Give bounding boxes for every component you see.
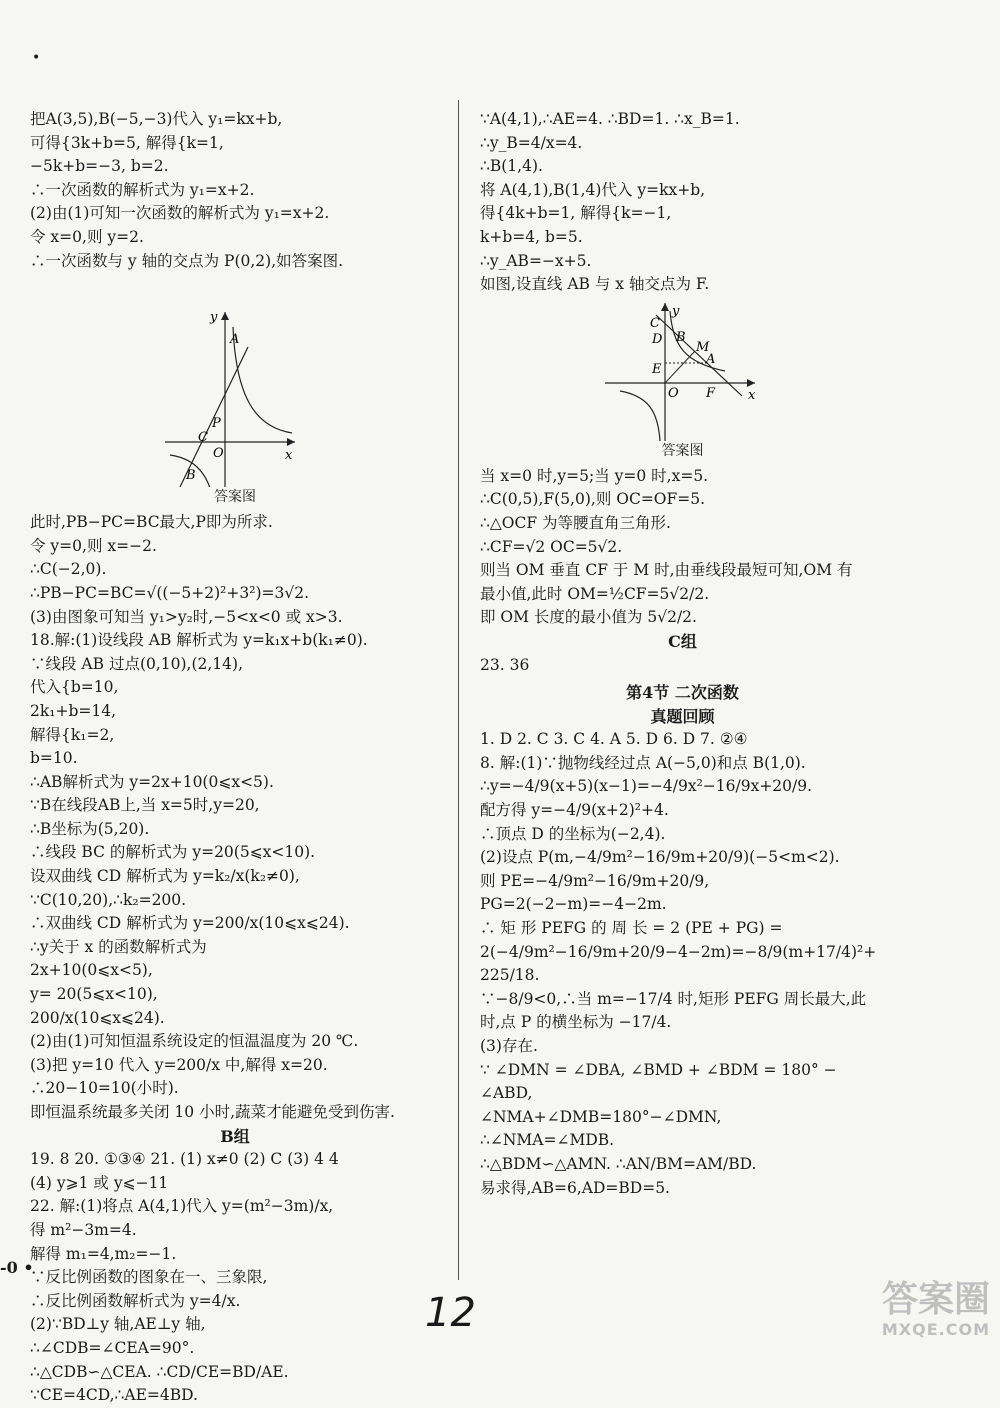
text-line: ∴C(−2,0). [30, 560, 107, 579]
text-line: (4) y⩾1 或 y⩽−11 [30, 1173, 169, 1192]
text-line: 易求得,AB=6,AD=BD=5. [480, 1178, 670, 1197]
figure-2 [480, 301, 885, 461]
text-line: ∵C(10,20),∴k₂=200. [30, 890, 187, 909]
hyperbola-line-graph [30, 277, 440, 487]
text-line: 23. 36 [480, 655, 530, 674]
fig1-label-x: x [285, 448, 293, 464]
right-column [480, 108, 885, 1200]
text-line: 如图,设直线 AB 与 x 轴交点为 F. [480, 275, 710, 294]
text-line: ∴B(1,4). [480, 157, 543, 176]
fig1-label-p: P [212, 416, 221, 432]
page-number: -0 • [0, 1258, 34, 1277]
text-line: y= 20(5⩽x<10), [30, 985, 158, 1004]
text-line: ∴ 矩 形 PEFG 的 周 长 = 2 (PE + PG) = [480, 919, 783, 938]
text-line: −5k+b=−3, b=2. [30, 157, 169, 176]
text-line: ∴△OCF 为等腰直角三角形. [480, 513, 671, 532]
text-line: 即 OM 长度的最小值为 5√2/2. [480, 608, 697, 627]
text-line: b=10. [30, 749, 78, 768]
fig1-label-b: B [186, 468, 196, 484]
text-line: ∵−8/9<0,∴当 m=−17/4 时,矩形 PEFG 周长最大,此 [480, 989, 867, 1008]
fig2-label-m: M [696, 339, 710, 355]
handwritten-number: 12 [425, 1290, 476, 1336]
text-line: ∴一次函数与 y 轴的交点为 P(0,2),如答案图. [30, 251, 344, 270]
text-line: (2)∵BD⊥y 轴,AE⊥y 轴, [30, 1315, 206, 1334]
text-line: ∴20−10=10(小时). [30, 1079, 179, 1098]
text-line: 则 PE=−4/9m²−16/9m+20/9, [480, 871, 710, 890]
text-line: 22. 解:(1)将点 A(4,1)代入 y=(m²−3m)/x, [30, 1197, 334, 1216]
fig1-label-a: A [230, 332, 240, 348]
text-line: ∴y_B=4/x=4. [480, 133, 583, 152]
text-line: 2(−4/9m²−16/9m+20/9−4−2m)=−8/9(m+17/4)²+ [480, 942, 877, 961]
text-line: ∵CE=4CD,∴AE=4BD. [30, 1386, 198, 1405]
right-block-3 [480, 654, 885, 678]
text-line: ∵反比例函数的图象在一、三象限, [30, 1268, 268, 1287]
text-line: ∴△CDB∽△CEA. ∴CD/CE=BD/AE. [30, 1362, 289, 1381]
text-line: ∴AB解析式为 y=2x+10(0⩽x<5). [30, 772, 274, 791]
right-block-2 [480, 465, 885, 630]
text-line: (3)把 y=10 代入 y=200/x 中,解得 x=20. [30, 1055, 328, 1074]
text-line: ∴线段 BC 的解析式为 y=20(5⩽x<10). [30, 843, 316, 862]
text-line: ∠ABD, [480, 1084, 533, 1103]
text-line: 得{4k+b=1, 解得{k=−1, [480, 204, 672, 223]
subsection-title: 真题回顾 [650, 706, 715, 726]
text-line: 则当 OM 垂直 CF 于 M 时,由垂线段最短可知,OM 有 [480, 561, 853, 580]
text-line: 解得{k₁=2, [30, 725, 115, 744]
fig1-label-o: O [213, 446, 224, 462]
text-line: ∴双曲线 CD 解析式为 y=200/x(10⩽x⩽24). [30, 914, 350, 933]
fig2-label-e: E [652, 361, 662, 377]
text-line: ∴PB−PC=BC=√((−5+2)²+3²)=3√2. [30, 583, 310, 602]
text-line: 225/18. [480, 966, 540, 985]
watermark-main: 答案圈 [881, 1279, 990, 1320]
fig2-label-y: y [672, 303, 680, 319]
fig2-label-x: x [748, 387, 756, 403]
text-line: 设双曲线 CD 解析式为 y=k₂/x(k₂≠0), [30, 867, 300, 886]
fig2-label-o: O [668, 385, 679, 401]
text-line: 此时,PB−PC=BC最大,P即为所求. [30, 513, 273, 532]
fig1-label-y: y [210, 310, 218, 326]
text-line: ∴y_AB=−x+5. [480, 251, 592, 270]
heading-group-c: C组 [668, 631, 697, 651]
text-line: ∴B坐标为(5,20). [30, 819, 150, 838]
text-line: ∵ ∠DMN = ∠DBA, ∠BMD + ∠BDM = 180° − [480, 1060, 837, 1079]
text-line: 18.解:(1)设线段 AB 解析式为 y=k₁x+b(k₁≠0). [30, 631, 368, 650]
text-line: 将 A(4,1),B(1,4)代入 y=kx+b, [480, 180, 706, 199]
figure-1 [30, 277, 440, 507]
text-line: 把A(3,5),B(−5,−3)代入 y₁=kx+b, [30, 110, 283, 128]
text-line: (3)由图象可知当 y₁>y₂时,−5<x<0 或 x>3. [30, 607, 343, 626]
text-line: 200/x(10⩽x⩽24). [30, 1008, 165, 1027]
text-line: ∴△BDM∽△AMN. ∴AN/BM=AM/BD. [480, 1154, 757, 1173]
text-line: 8. 解:(1)∵抛物线经过点 A(−5,0)和点 B(1,0). [480, 753, 806, 772]
text-line: 时,点 P 的横坐标为 −17/4. [480, 1013, 672, 1032]
text-line: (2)设点 P(m,−4/9m²−16/9m+20/9)(−5<m<2). [480, 848, 840, 867]
text-line: 可得{3k+b=5, 解得{k=1, [30, 133, 224, 152]
text-line: 即恒温系统最多关闭 10 小时,蔬菜才能避免受到伤害. [30, 1103, 395, 1121]
right-block-4 [480, 728, 885, 1200]
text-line: 配方得 y=−4/9(x+2)²+4. [480, 801, 669, 820]
text-line: (2)由(1)可知恒温系统设定的恒温温度为 20 ℃. [30, 1032, 359, 1051]
text-line: ∴C(0,5),F(5,0),则 OC=OF=5. [480, 490, 706, 509]
text-line: ∴y关于 x 的函数解析式为 [30, 937, 207, 956]
fig1-label-c: C [198, 430, 208, 446]
text-line: ∠NMA+∠DMB=180°−∠DMN, [480, 1107, 722, 1126]
text-line: ∴一次函数的解析式为 y₁=x+2. [30, 180, 255, 199]
text-line: 代入{b=10, [30, 678, 119, 697]
figure-1-caption: 答案图 [214, 489, 256, 506]
text-line: ∴∠CDB=∠CEA=90°. [30, 1338, 195, 1357]
text-line: ∴y=−4/9(x+5)(x−1)=−4/9x²−16/9x+20/9. [480, 777, 813, 796]
left-block-1 [30, 108, 440, 273]
top-mark: • [32, 50, 41, 66]
left-block-3 [30, 1148, 440, 1408]
text-line: k+b=4, b=5. [480, 227, 583, 246]
text-line: ∴反比例函数解析式为 y=4/x. [30, 1291, 241, 1310]
text-line: ∴顶点 D 的坐标为(−2,4). [480, 824, 666, 843]
watermark-sub: MXQE.COM [881, 1320, 990, 1339]
text-line: 2k₁+b=14, [30, 701, 117, 720]
heading-group-b: B组 [220, 1126, 250, 1146]
text-line: 令 x=0,则 y=2. [30, 227, 144, 246]
text-line: 19. 8 20. ①③④ 21. (1) x≠0 (2) C (3) 4 4 [30, 1150, 339, 1169]
text-line: ∴CF=√2 OC=5√2. [480, 537, 623, 556]
line-distance-graph [480, 301, 885, 441]
text-line: 得 m²−3m=4. [30, 1220, 137, 1239]
fig2-label-b: B [676, 329, 686, 345]
text-line: 最小值,此时 OM=½CF=5√2/2. [480, 584, 710, 603]
left-column [30, 108, 440, 1408]
column-divider [458, 100, 459, 1280]
text-line: (2)由(1)可知一次函数的解析式为 y₁=x+2. [30, 204, 330, 223]
text-line: 令 y=0,则 x=−2. [30, 536, 157, 555]
figure-2-caption: 答案图 [661, 442, 704, 459]
text-line: 解得 m₁=4,m₂=−1. [30, 1244, 177, 1263]
text-line: (3)存在. [480, 1037, 538, 1055]
text-line: ∵线段 AB 过点(0,10),(2,14), [30, 654, 244, 673]
text-line: ∵A(4,1),∴AE=4. ∴BD=1. ∴x_B=1. [480, 110, 740, 128]
text-line: 当 x=0 时,y=5;当 y=0 时,x=5. [480, 466, 709, 485]
text-line: PG=2(−2−m)=−4−2m. [480, 895, 667, 914]
text-line: ∴∠NMA=∠MDB. [480, 1131, 615, 1150]
watermark-logo [800, 1280, 990, 1346]
fig2-label-a: A [706, 351, 716, 367]
fig2-label-f: F [706, 385, 716, 401]
right-block-1 [480, 108, 885, 297]
fig2-label-c: C [650, 315, 660, 331]
fig2-label-d: D [652, 331, 663, 347]
text-line: 1. D 2. C 3. C 4. A 5. D 6. D 7. ②④ [480, 730, 748, 749]
text-line: ∵B在线段AB上,当 x=5时,y=20, [30, 796, 260, 815]
left-block-2 [30, 511, 440, 1124]
text-line: 2x+10(0⩽x<5), [30, 961, 153, 980]
section-title: 第4节 二次函数 [626, 683, 739, 703]
